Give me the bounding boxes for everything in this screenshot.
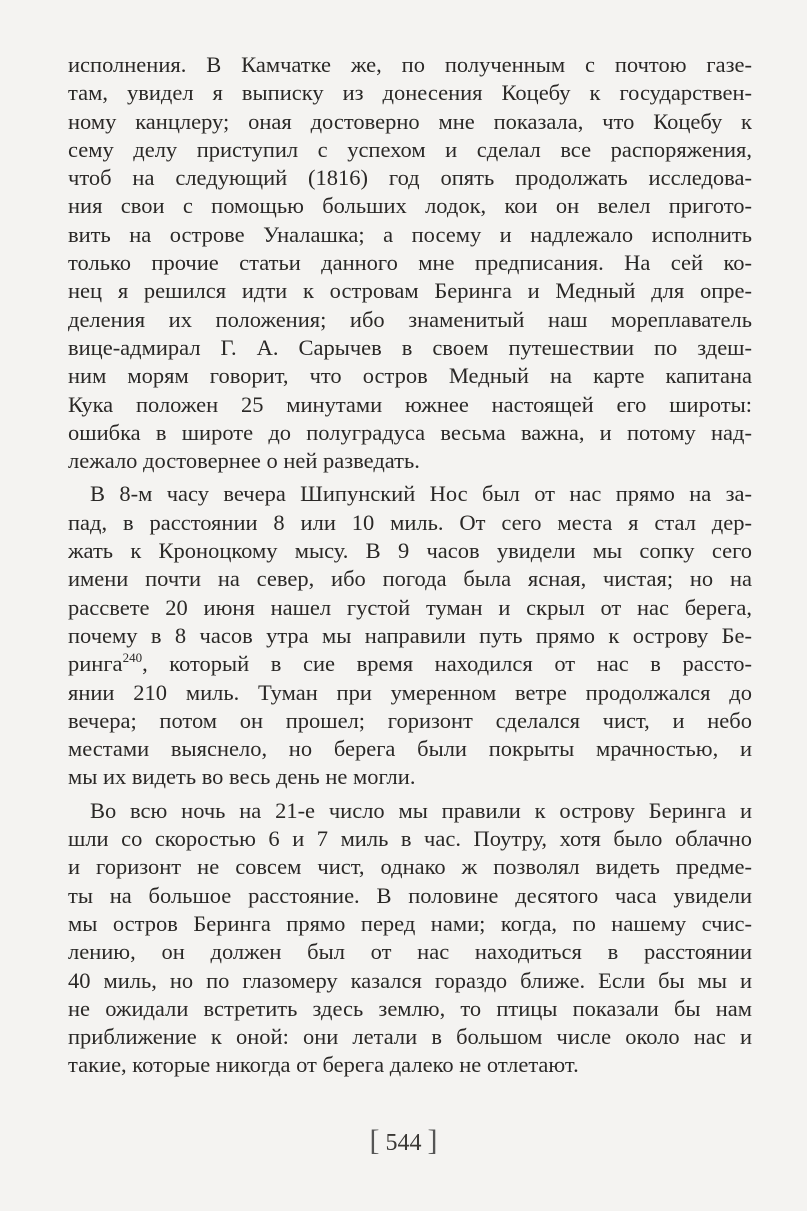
text-line: ошибка в широте до полуградуса весьма важна, и потому над- [68, 419, 752, 445]
text-line: вить на острове Уналашка; а посему и надлежало исполнить [68, 221, 752, 247]
text-line: имени почти на север, ибо погода была ясная, чистая; но на [68, 566, 752, 592]
page-number-value: 544 [385, 1130, 422, 1156]
page-number [0, 1124, 807, 1158]
text-line: ты на большое расстояние. В половине десятого часа увидели [68, 882, 752, 908]
text-line: ним морям говорит, что остров Медный на карте капитана [68, 363, 752, 389]
text-line: только прочие статьи данного мне предписания. На сей ко- [68, 250, 752, 276]
text-line: мы остров Беринга прямо перед нами; когда, по нашему счис- [68, 910, 752, 936]
text-line: лению, он должен был от нас находиться в расстоянии [68, 939, 752, 965]
text-line: и горизонт не совсем чист, однако ж позволял видеть предме- [68, 854, 752, 880]
paragraph-3 [68, 797, 752, 1080]
text-line: вечера; потом он прошел; горизонт сделался чист, и небо [68, 707, 752, 733]
footnote-reference[interactable]: 240 [122, 650, 143, 666]
text-line: приближение к оной: они летали в большом числе около нас и [68, 1024, 752, 1050]
text-line: местами выяснело, но берега были покрыты мрачностью, и [68, 736, 752, 762]
text-fragment: , который в сие время находился от нас в рассто- [142, 651, 752, 677]
text-line: ния свои с помощью больших лодок, кои он велел пригото- [68, 193, 752, 219]
bracket-open: [ [369, 1124, 380, 1157]
text-line: Во всю ночь на 21-е число мы правили к острову Беринга и [90, 797, 752, 823]
text-line: вице-адмирал Г. А. Сарычев в своем путешествии по здеш- [68, 334, 752, 360]
text-line: сему делу приступил с успехом и сделал все распоряжения, [68, 136, 752, 162]
text-fragment: ринга [68, 651, 123, 677]
text-line: пад, в расстоянии 8 или 10 миль. От сего места я стал дер- [68, 509, 752, 535]
paragraph-1 [68, 51, 752, 475]
text-line: жать к Кроноцкому мысу. В 9 часов увидели мы сопку сего [68, 538, 752, 564]
paragraph-2 [68, 480, 752, 791]
text-line: не ожидали встретить здесь землю, то птицы показали бы нам [68, 995, 752, 1021]
bracket-close: ] [427, 1124, 438, 1157]
text-line: Кука положен 25 минутами южнее настоящей его широты: [68, 391, 752, 417]
text-line: там, увидел я выписку из донесения Коцебу к государствен- [68, 80, 752, 106]
text-line: лежало достовернее о ней разведать. [68, 448, 420, 474]
text-line: 40 миль, но по глазомеру казался гораздо ближе. Если бы мы и [68, 967, 752, 993]
text-line: исполнения. В Камчатке же, по полученным с почтою газе- [68, 52, 752, 77]
text-line: такие, которые никогда от берега далеко не отлетают. [68, 1052, 579, 1078]
text-line: чтоб на следующий (1816) год опять продолжать исследова- [68, 165, 752, 191]
text-line: янии 210 миль. Туман при умеренном ветре продолжался до [68, 679, 752, 705]
page-body [68, 51, 752, 1085]
text-line: нец я решился идти к островам Беринга и Медный для опре- [68, 278, 752, 304]
text-line: почему в 8 часов утра мы направили путь прямо к острову Бе- [68, 622, 752, 648]
text-line: ному канцлеру; оная достоверно мне показала, что Коцебу к [68, 108, 752, 134]
text-line: мы их видеть во весь день не могли. [68, 764, 416, 790]
text-line: В 8-м часу вечера Шипунский Нос был от нас прямо на за- [90, 481, 752, 507]
text-line: рассвете 20 июня нашел густой туман и скрыл от нас берега, [68, 594, 752, 620]
text-line: шли со скоростью 6 и 7 миль в час. Поутру, хотя было облачно [68, 826, 752, 852]
text-line: деления их положения; ибо знаменитый наш мореплаватель [68, 306, 752, 332]
text-line [68, 650, 752, 678]
